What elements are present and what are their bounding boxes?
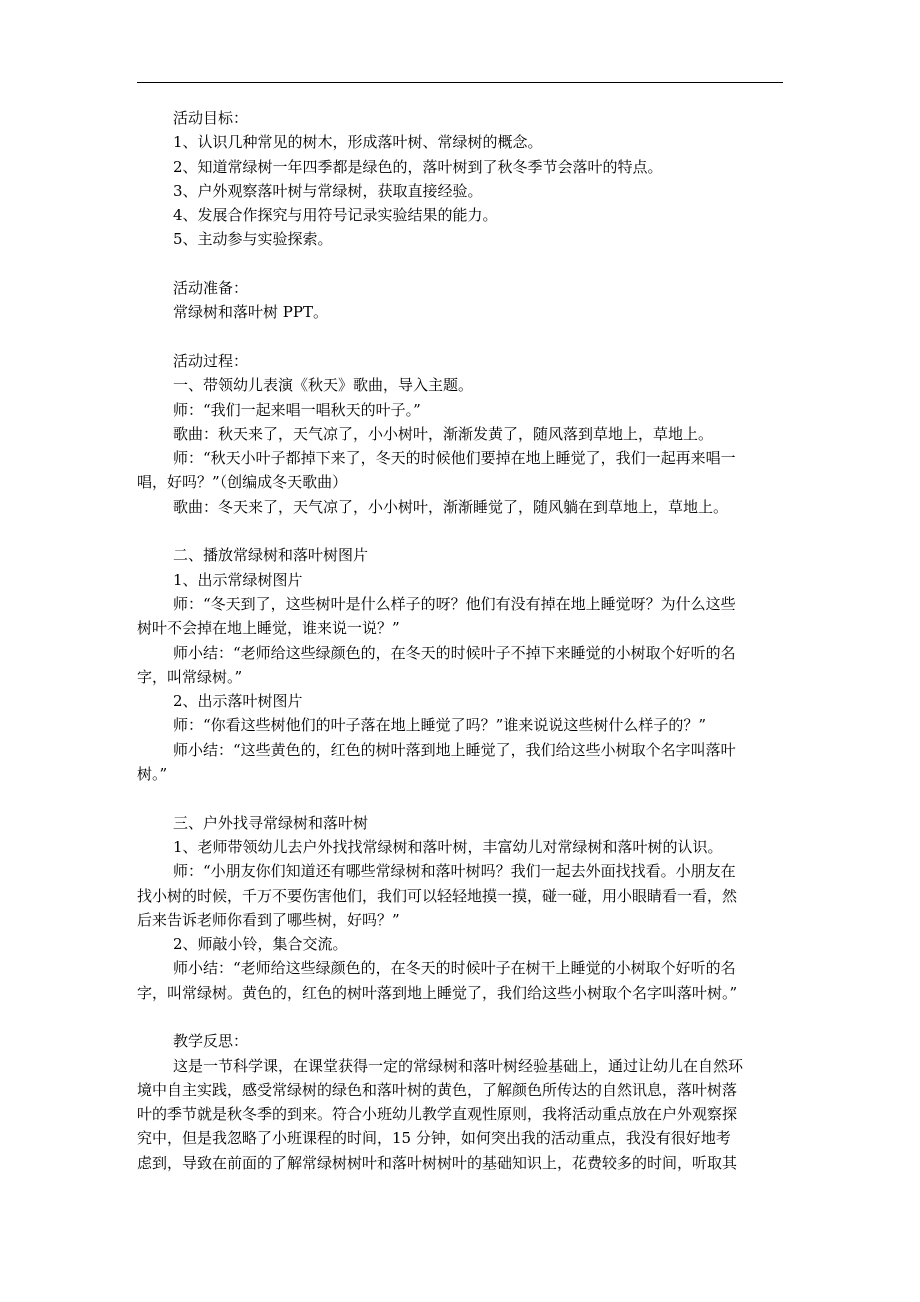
paragraph-line: 树叶不会掉在地上睡觉，谁来说一说？”: [137, 619, 400, 638]
section-title: 一、带领幼儿表演《秋天》歌曲，导入主题。: [173, 376, 474, 395]
paragraph-line: 师小结：“老师给这些绿颜色的，在冬天的时候叶子在树干上睡觉的小树取个好听的名: [173, 959, 736, 978]
section-title: 三、户外找寻常绿树和落叶树: [173, 813, 369, 832]
paragraph-line: 境中自主实践，感受常绿树的绿色和落叶树的黄色，了解颜色所传达的自然讯息，落叶树落: [137, 1080, 738, 1099]
process-heading: 活动过程：: [173, 351, 249, 370]
prep-heading: 活动准备：: [173, 279, 249, 298]
paragraph-line: 字，叫常绿树。”: [137, 667, 243, 686]
paragraph-line: 师：“你看这些树他们的叶子落在地上睡觉了吗？”谁来说说这些树什么样子的？”: [173, 716, 707, 735]
goal-item: 3、户外观察落叶树与常绿树，获取直接经验。: [173, 181, 483, 200]
subsection-title: 2、师敲小铃，集合交流。: [173, 935, 348, 954]
paragraph-line: 师小结：“老师给这些绿颜色的，在冬天的时候叶子不掉下来睡觉的小树取个好听的名: [173, 643, 736, 662]
paragraph-line: 师小结：“这些黄色的，红色的树叶落到地上睡觉了，我们给这些小树取个名字叫落叶: [173, 740, 736, 759]
paragraph-line: 歌曲：秋天来了，天气凉了，小小树叶，渐渐发黄了，随风落到草地上，草地上。: [173, 424, 714, 443]
paragraph-line: 这是一节科学课，在课堂获得一定的常绿树和落叶树经验基础上，通过让幼儿在自然环: [173, 1056, 744, 1075]
prep-text: 常绿树和落叶树 PPT。: [173, 303, 328, 322]
subsection-title: 1、出示常绿树图片: [173, 570, 303, 589]
goal-item: 4、发展合作探究与用符号记录实验结果的能力。: [173, 206, 498, 225]
paragraph-line: 师：“我们一起来唱一唱秋天的叶子。”: [173, 400, 421, 419]
subsection-title: 1、老师带领幼儿去户外找找常绿树和落叶树，丰富幼儿对常绿树和落叶树的认识。: [173, 837, 723, 856]
spacer: [173, 786, 785, 810]
goal-item: 2、知道常绿树一年四季都是绿色的，落叶树到了秋冬季节会落叶的特点。: [173, 157, 663, 176]
section-title: 二、播放常绿树和落叶树图片: [173, 546, 369, 565]
goals-heading: 活动目标：: [173, 109, 249, 127]
subsection-title: 2、出示落叶树图片: [173, 692, 303, 711]
paragraph-line: 师：“秋天小叶子都掉下来了，冬天的时候他们要掉在地上睡觉了，我们一起再来唱一: [173, 449, 736, 468]
reflect-heading: 教学反思：: [173, 1032, 249, 1051]
spacer: [173, 1005, 785, 1029]
paragraph-line: 唱，好吗？”（创编成冬天歌曲）: [137, 473, 348, 492]
paragraph-line: 树。”: [137, 765, 168, 784]
paragraph-line: 叶的季节就是秋冬季的到来。符合小班幼儿教学直观性原则，我将活动重点放在户外观察探: [137, 1105, 738, 1124]
header-rule: [137, 82, 783, 83]
spacer: [173, 519, 785, 543]
paragraph-line: 后来告诉老师你看到了哪些树，好吗？”: [137, 910, 400, 929]
paragraph-line: 师：“冬天到了，这些树叶是什么样子的呀？他们有没有掉在地上睡觉呀？为什么这些: [173, 594, 736, 613]
paragraph-line: 虑到，导致在前面的了解常绿树树叶和落叶树树叶的基础知识上，花费较多的时间，听取其: [137, 1153, 738, 1172]
spacer: [173, 325, 785, 349]
goal-item: 1、认识几种常见的树木，形成落叶树、常绿树的概念。: [173, 133, 543, 152]
spacer: [173, 252, 785, 276]
paragraph-line: 究中，但是我忽略了小班课程的时间，15 分钟，如何突出我的活动重点，我没有很好地考: [137, 1129, 731, 1148]
paragraph-line: 字，叫常绿树。黄色的，红色的树叶落到地上睡觉了，我们给这些小树取个名字叫落叶树。”: [137, 983, 738, 1002]
paragraph-line: 师：“小朋友你们知道还有哪些常绿树和落叶树吗？我们一起去外面找找看。小朋友在: [173, 862, 736, 881]
goal-item: 5、主动参与实验探索。: [173, 230, 333, 249]
document-body: [137, 106, 785, 1175]
paragraph-line: 找小树的时候，千万不要伤害他们，我们可以轻轻地摸一摸，碰一碰，用小眼睛看一看，然: [137, 886, 738, 905]
paragraph-line: 歌曲：冬天来了，天气凉了，小小树叶，渐渐睡觉了，随风躺在到草地上，草地上。: [173, 497, 729, 516]
